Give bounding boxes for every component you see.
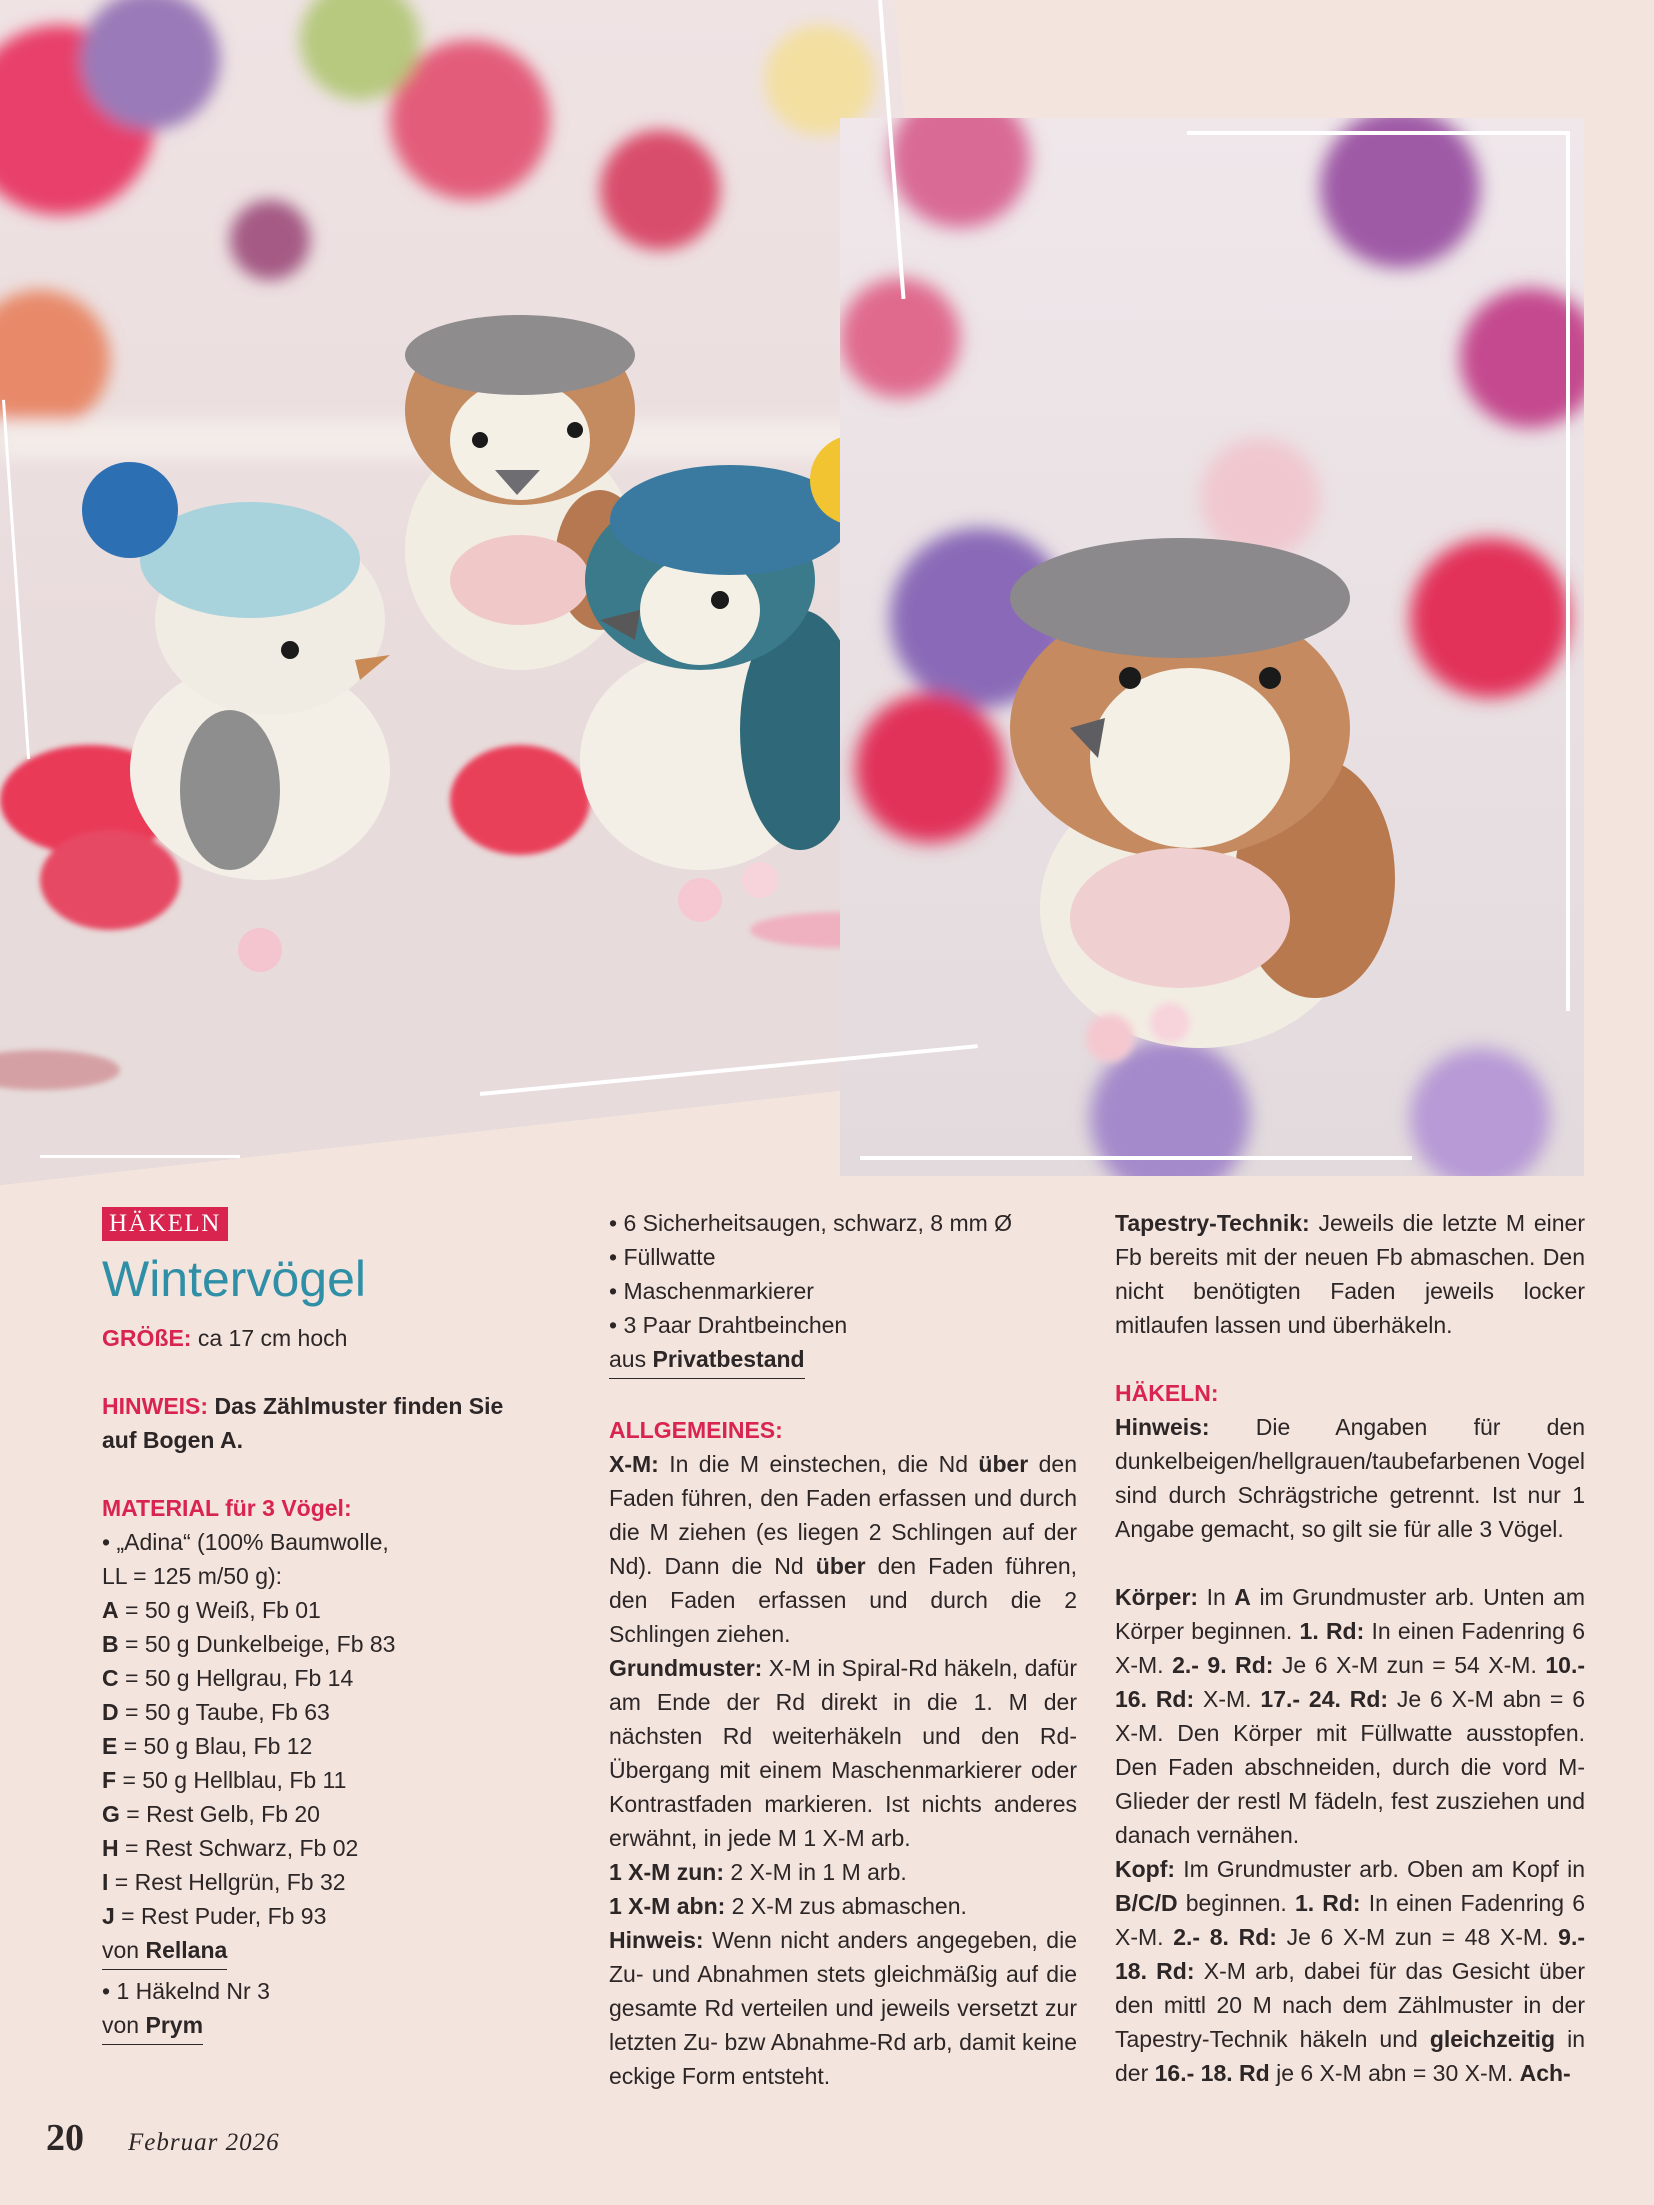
color-item: H = Rest Schwarz, Fb 02 <box>102 1835 359 1861</box>
general-hint-paragraph: Hinweis: Wenn nicht anders angegeben, die Zu- und Abnahmen stets gleichmäßig auf die gesamte Rd verteilen und jeweils versetzt zur letzten Zu- bzw Abnahme-Rd arb, damit keine eckige Form entsteht. <box>609 1927 1077 2089</box>
color-item: C = 50 g Hellgrau, Fb 14 <box>102 1665 354 1691</box>
color-item: F = 50 g Hellblau, Fb 11 <box>102 1767 347 1793</box>
section-tag: HÄKELN <box>102 1207 228 1241</box>
general-heading: ALLGEMEINES: <box>609 1417 783 1443</box>
column-1 <box>102 1206 522 2045</box>
photo-frame-line <box>1566 131 1570 1011</box>
increase-paragraph: 1 X-M zun: 2 X-M in 1 M arb. <box>609 1859 907 1885</box>
grundmuster-paragraph: Grundmuster: X-M in Spiral-Rd häkeln, dafür am Ende der Rd direkt in die 1. M der nächsten Rd weiterhäkeln und den Rd-Übergang mit einem Maschenmarkierer oder Kontrastfaden markieren. Ist nichts anderes erwähnt, in jede M 1 X-M arb. <box>609 1655 1077 1851</box>
material-heading: MATERIAL für 3 Vögel: <box>102 1495 352 1521</box>
photo-frame-line <box>40 1155 240 1158</box>
color-item: A = 50 g Weiß, Fb 01 <box>102 1597 321 1623</box>
body-paragraph: Körper: In A im Grundmuster arb. Unten am Körper beginnen. 1. Rd: In einen Fadenring 6 X-M. 2.- 9. Rd: Je 6 X-M zun = 54 X-M. 10.- 16. Rd: X-M. 17.- 24. Rd: Je 6 X-M abn = 6 X-M. Den Körper mit Füllwatte ausstopfen. Den Faden abschneiden, durch die vord M-Glieder der restl M fädeln, fest zusziehen und danach vernähen. <box>1115 1584 1585 1848</box>
size-line: GRÖßE: ca 17 cm hoch <box>102 1325 348 1351</box>
color-item: B = 50 g Dunkelbeige, Fb 83 <box>102 1631 396 1657</box>
photo-three-crochet-birds <box>0 0 980 1185</box>
crochet-heading: HÄKELN: <box>1115 1380 1219 1406</box>
color-item: I = Rest Hellgrün, Fb 32 <box>102 1869 346 1895</box>
extra-item: • 3 Paar Drahtbeinchen <box>609 1308 1077 1342</box>
photo-frame-line <box>860 1156 1412 1160</box>
article-title: Wintervögel <box>102 1251 366 1307</box>
color-item: D = 50 g Taube, Fb 63 <box>102 1699 330 1725</box>
extra-item: • 6 Sicherheitsaugen, schwarz, 8 mm Ø <box>609 1206 1077 1240</box>
page-number: 20 <box>46 2117 84 2159</box>
extras-source: aus Privatbestand <box>609 1342 1077 1379</box>
color-item: J = Rest Puder, Fb 93 <box>102 1903 327 1929</box>
yarn-line-2: LL = 125 m/50 g): <box>102 1563 283 1589</box>
issue-date: Februar 2026 <box>128 2129 280 2156</box>
column-3 <box>1115 1206 1585 2090</box>
note-paragraph: HINWEIS: Das Zählmuster finden Sie auf Bogen A. <box>102 1393 504 1453</box>
decrease-paragraph: 1 X-M abn: 2 X-M zus abmaschen. <box>609 1893 967 1919</box>
hook-line: • 1 Häkelnd Nr 3 <box>102 1974 522 2008</box>
extra-item: • Maschenmarkierer <box>609 1274 1077 1308</box>
xm-paragraph: X-M: In die M einstechen, die Nd über den Faden führen, den Faden erfassen und durch die M ziehen (es liegen 2 Schlingen auf der Nd). Dann die Nd über den Faden führen, den Faden erfassen und durch die 2 Schlingen ziehen. <box>609 1451 1078 1647</box>
yarn-source: von Rellana <box>102 1933 522 1970</box>
hook-source: von Prym <box>102 2008 522 2045</box>
crochet-hint-paragraph: Hinweis: Die Angaben für den dunkelbeigen/hellgrauen/taubefarbenen Vogel sind durch Schrägstriche getrennt. Ist nur 1 Angabe gemacht, so gilt sie für alle 3 Vögel. <box>1115 1414 1585 1542</box>
yarn-line-1: • „Adina“ (100% Baumwolle, <box>102 1525 522 1559</box>
photo-single-crochet-bird <box>840 118 1584 1176</box>
column-2 <box>609 1206 1077 2093</box>
extra-item: • Füllwatte <box>609 1240 1077 1274</box>
color-item: G = Rest Gelb, Fb 20 <box>102 1801 320 1827</box>
tapestry-paragraph: Tapestry-Technik: Jeweils die letzte M einer Fb bereits mit der neuen Fb abmaschen. Den nicht benötigten Faden jeweils locker mitlaufen lassen und überhäkeln. <box>1115 1210 1585 1338</box>
color-item: E = 50 g Blau, Fb 12 <box>102 1733 313 1759</box>
head-paragraph: Kopf: Im Grundmuster arb. Oben am Kopf in B/C/D beginnen. 1. Rd: In einen Fadenring 6 X-M. 2.- 8. Rd: Je 6 X-M zun = 48 X-M. 9.- 18. Rd: X-M arb, dabei für das Gesicht über den mittl 20 M nach dem Zählmuster in der Tapestry-Technik häkeln und gleichzeitig in der 16.- 18. Rd je 6 X-M abn = 30 X-M. Ach- <box>1115 1856 1586 2086</box>
photo-frame-line <box>1187 131 1570 135</box>
